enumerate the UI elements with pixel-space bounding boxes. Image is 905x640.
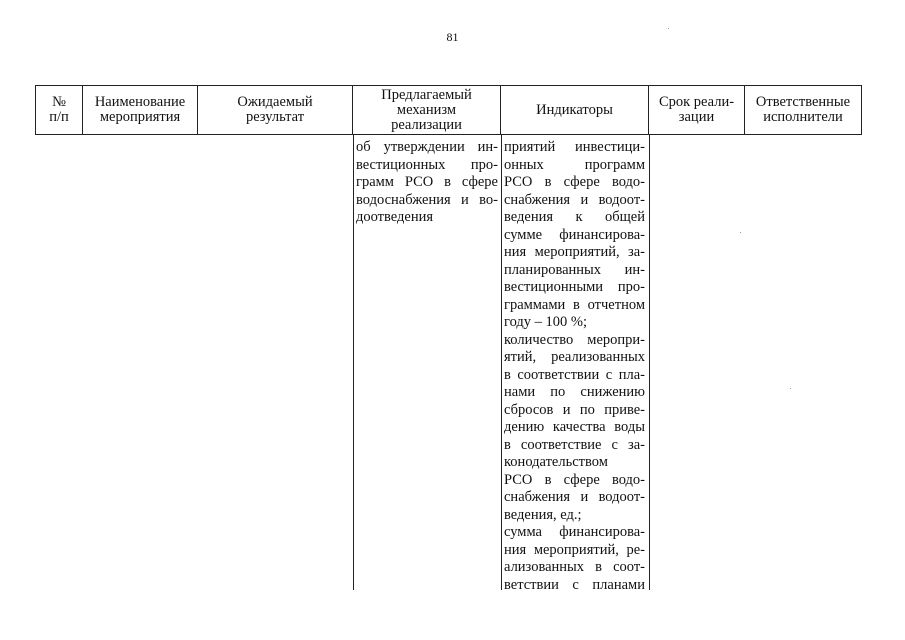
indicator-line: ветствии с планами bbox=[504, 576, 645, 593]
indicator-line: планированных ин- bbox=[504, 261, 645, 278]
indicator-line: сумма финансирова- bbox=[504, 524, 645, 540]
mechanism-line: грамм РСО в сфере bbox=[356, 174, 498, 190]
indicator-line: в соответствие с за- bbox=[504, 436, 645, 453]
column-divider-mechanism-right bbox=[501, 135, 502, 590]
indicator-line: граммами в отчетном bbox=[504, 296, 645, 313]
indicators-cell bbox=[504, 139, 645, 594]
header-number: № п/п bbox=[36, 86, 83, 135]
mechanism-cell bbox=[356, 139, 498, 227]
scan-speck bbox=[790, 388, 791, 389]
indicator-line: снабжения и водоот- bbox=[504, 191, 645, 208]
mechanism-line: доотведения bbox=[356, 209, 434, 225]
header-mechanism: Предлагаемый механизм реализации bbox=[353, 86, 501, 135]
column-divider-indicators-right bbox=[649, 135, 650, 590]
header-indicators: Индикаторы bbox=[501, 86, 649, 135]
column-divider-mechanism-left bbox=[353, 135, 354, 590]
indicator-line: нами по снижению bbox=[504, 384, 645, 400]
indicator-line: году – 100 %; bbox=[504, 314, 588, 330]
page-number: 81 bbox=[446, 30, 459, 44]
indicator-line: онных программ bbox=[504, 156, 645, 173]
indicator-line: количество меропри- bbox=[504, 331, 645, 348]
header-event-name: Наименование мероприятия bbox=[83, 86, 198, 135]
indicator-line: ализованных в соот- bbox=[504, 559, 645, 575]
header-responsible: Ответственные исполнители bbox=[745, 86, 862, 135]
indicator-line: ния мероприятий, ре- bbox=[504, 541, 645, 558]
indicator-line: ния мероприятий, за- bbox=[504, 244, 645, 260]
indicator-line: конодательством bbox=[504, 454, 608, 470]
indicator-line: вестиционными про- bbox=[504, 279, 645, 295]
scan-speck bbox=[668, 28, 669, 29]
indicator-line: ведения, ед.; bbox=[504, 506, 582, 523]
indicator-line: ятий, реализованных bbox=[504, 349, 645, 365]
table-header bbox=[35, 85, 862, 135]
mechanism-line: об утверждении ин- bbox=[356, 139, 498, 155]
indicator-line: сбросов и по приве- bbox=[504, 401, 645, 418]
indicator-line: приятий инвестици- bbox=[504, 139, 645, 155]
mechanism-line: водоснабжения и во- bbox=[356, 191, 498, 208]
header-expected-result: Ожидаемый результат bbox=[198, 86, 353, 135]
indicator-line: в соответствии с пла- bbox=[504, 366, 645, 383]
scan-speck bbox=[740, 232, 741, 233]
indicator-line: сумме финансирова- bbox=[504, 226, 645, 243]
header-deadline: Срок реали- зации bbox=[649, 86, 745, 135]
mechanism-line: вестиционных про- bbox=[356, 156, 498, 173]
indicator-line: РСО в сфере водо- bbox=[504, 471, 645, 488]
indicator-line: дению качества воды bbox=[504, 419, 645, 435]
indicator-line: ведения к общей bbox=[504, 209, 645, 225]
indicator-line: РСО в сфере водо- bbox=[504, 174, 645, 190]
indicator-line: снабжения и водоот- bbox=[504, 489, 645, 505]
